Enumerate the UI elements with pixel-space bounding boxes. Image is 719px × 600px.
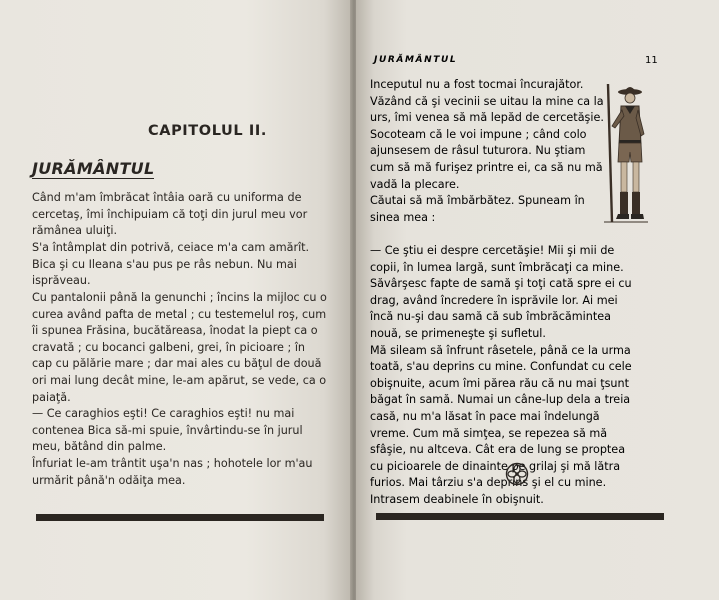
paragraph: Înfuriat le-am trântit uşa'n nas ; hohotele lor m'au urmărit până'n odăiţa mea. [32, 457, 313, 487]
paragraph: Intrasem deabinele în obişnuit. [370, 492, 544, 506]
page-number: 11 [645, 55, 658, 66]
bottom-rule-right [376, 513, 664, 520]
right-text-beside-figure [370, 77, 610, 226]
bottom-rule-left [36, 514, 324, 521]
scout-illustration [600, 82, 650, 227]
flower-ornament-icon [505, 462, 529, 486]
paragraph: Cu pantalonii până la genunchi ; încins la mijloc cu o curea având pafta de metal ; cu testemelul roş, cum îi spunea Frăsina, bucătăreasa, înodat la piept ca o cravată ; cu bocanci galbeni, grei, în picioare ; în cap cu pălărie mare ; dar mai ales cu băţul de două ori mai lung decât mine, le-am apărut, se vede, ca o paiaţă. [32, 290, 327, 404]
chapter-title: CAPITOLUL II. [148, 123, 267, 139]
paragraph: S'a întâmplat din potrivă, ceiace m'a cam amărît. Bica şi cu Ileana s'au pus pe râs nebun. Nu mai isprăveau. [32, 240, 310, 288]
paragraph: Văzând că şi vecinii se uitau la mine ca la urs, îmi venea să mă lepăd de cercetăşie. Socoteam că le voi impune ; când colo ajunsesem de râsul tuturora. Nu ştiam cum să mă furişez printre ei, ca să nu mă vadă la plecare. [370, 94, 604, 191]
section-heading: JURĂMÂNTUL [32, 159, 155, 178]
paragraph: — Ce ştiu ei despre cercetăşie! Mii şi mii de copii, în lumea largă, sunt îmbrăcaţi ca mine. Săvârşesc fapte de samă şi toţi cată spre ei cu drag, având încredere în isprăvile lor. Ai mei încă nu-şi dau samă că sub îmbrăcămintea nouă, se primeneşte şi sufletul. [370, 244, 632, 340]
running-header: JURĂMÂNTUL [374, 55, 458, 65]
right-text-block [370, 243, 632, 509]
left-text-block [32, 190, 328, 489]
paragraph: — Ce caraghios eşti! Ce caraghios eşti! nu mai contenea Bica să-mi spuie, învârtindu-se în jurul meu, bătând din palme. [32, 407, 303, 454]
left-page [0, 0, 352, 600]
paragraph: Căutai să mă îmbărbătez. Spuneam în sinea mea : [370, 194, 585, 224]
paragraph: Mă sileam să înfrunt râsetele, până ce la urma toată, s'au deprins cu mine. Confundat cu cele obişnuite, acum îmi părea rău că nu mai ţsunt băgat în samă. Numai un câne-lup dela a treia casă, nu m'a lăsat în pace mai îndelungă vreme. Cum mă simţea, se repezea să mă sfâşie, nu altceva. Cât era de lung se proptea cu picioarele de dinainte pe grilaj şi mă lătra furios. Mai târziu s'a deprins şi el cu mine. [370, 343, 632, 490]
paragraph: Când m'am îmbrăcat întâia oară cu uniforma de cercetaş, îmi închipuiam că toţi din jurul meu vor rămânea uluiţi. [32, 191, 308, 238]
paragraph: Inceputul nu a fost tocmai încurajător. [370, 78, 584, 91]
